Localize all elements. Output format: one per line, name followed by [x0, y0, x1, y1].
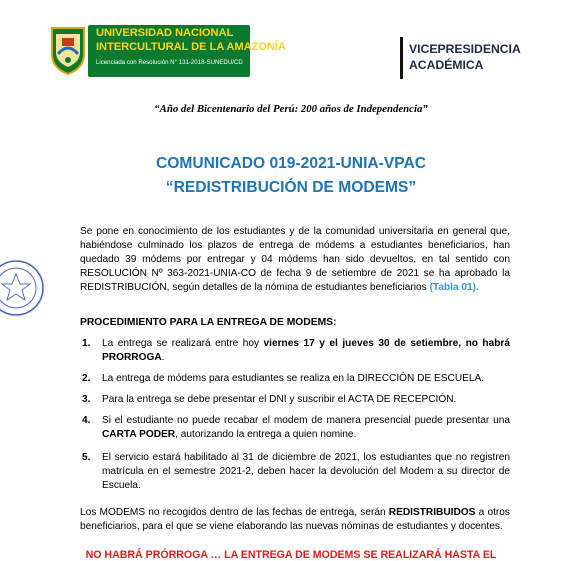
step-text	[102, 337, 510, 365]
procedure-heading: PROCEDIMIENTO PARA LA ENTREGA DE MODEMS:	[80, 317, 337, 328]
seal-stamp-icon	[0, 258, 46, 318]
step-text-bold: CARTA PODER	[102, 429, 176, 440]
step-text: La entrega de módems para estudiantes se realiza en la DIRECCIÓN DE ESCUELA.	[102, 373, 485, 384]
university-name-line1: UNIVERSIDAD NACIONAL	[96, 27, 234, 39]
table-reference: (Tabla 01).	[429, 282, 479, 293]
step-number: 5.	[82, 452, 91, 463]
closing-text: a otros beneficiarios, para el que se viene elaborando las nuevas nóminas de estudiantes y docentes.	[80, 507, 510, 532]
step-text: Para la entrega se debe presentar el DNI y suscribir el ACTA DE RECEPCIÓN.	[102, 394, 457, 405]
office-line2: ACADÉMICA	[409, 58, 484, 72]
step-text-part: , autorizando la entrega a quien nomine.	[175, 429, 357, 440]
communique-subject: “REDISTRIBUCIÓN DE MODEMS”	[165, 179, 417, 196]
office-label	[409, 41, 521, 73]
step-text	[102, 414, 510, 442]
step-text-part: Si el estudiante no puede recabar el modem de manera presencial puede presentar una	[102, 415, 510, 426]
step-number: 3.	[82, 394, 91, 405]
step-text-bold: viernes 17 y el jueves 30 de setiembre, no habrá PRORROGA	[102, 338, 511, 363]
closing-bold: REDISTRIBUIDOS	[388, 507, 476, 518]
step-text: El servicio estará habilitado al 31 de diciembre de 2021, los estudiantes que no registren matrícula en el semestre 2021-2, deben hacer la devolución del Modem a su director de Escuela.	[102, 452, 510, 491]
procedure-step	[82, 451, 510, 493]
procedure-step	[82, 393, 510, 407]
procedure-step	[82, 414, 510, 442]
closing-text: Los MODEMS no recogidos dentro de las fechas de entrega, serán	[80, 507, 389, 518]
procedure-step	[82, 337, 510, 365]
year-motto: “Año del Bicentenario del Perú: 200 años de Independencia”	[154, 103, 428, 115]
university-emblem-icon	[48, 24, 88, 76]
university-logo	[48, 22, 286, 78]
step-text-part: La entrega se realizará entre hoy	[102, 338, 264, 349]
step-number: 2.	[82, 373, 91, 384]
communique-number: COMUNICADO 019-2021-UNIA-VPAC	[155, 155, 427, 172]
step-number: 1.	[82, 338, 91, 349]
procedure-step	[82, 372, 510, 386]
university-name-line2: INTERCULTURAL DE LA AMAZONÍA	[96, 41, 286, 53]
office-line1: VICEPRESIDENCIA	[409, 42, 521, 56]
step-number: 4.	[82, 415, 91, 426]
office-divider	[400, 37, 403, 79]
license-text: Licenciada con Resolución N° 131-2018-SUNEDU/CD	[96, 59, 243, 66]
step-text-part: .	[161, 352, 165, 363]
deadline-warning: NO HABRÁ PRÓRROGA … LA ENTREGA DE MODEMS SE REALIZARÁ HASTA EL	[85, 549, 497, 561]
intro-paragraph	[80, 225, 510, 295]
intro-text: Se pone en conocimiento de los estudiantes y de la comunidad universitaria en general que, habiéndose culminado los plazos de entrega de módems a estudiantes beneficiarios, han quedado 39 módems por entregar y 04 módems han sido devueltos, en tal sentido con RESOLUCIÓN Nº 363-2021-UNIA-CO de fecha 9 de setiembre de 2021 se ha aprobado la REDISTRIBUCIÓN, según detalles de la nómina de estudiantes beneficiarios	[80, 226, 510, 293]
closing-paragraph	[80, 506, 510, 534]
